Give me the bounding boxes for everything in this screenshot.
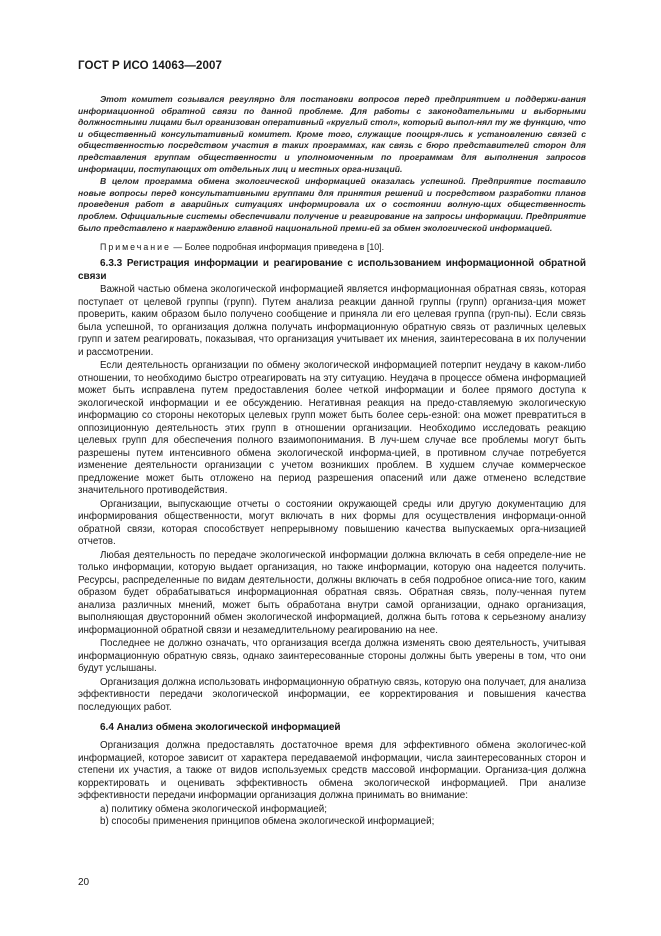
- note-text: — Более подробная информация приведена в [10].: [170, 242, 385, 253]
- example-block: [78, 94, 586, 234]
- example-paragraph: Этот комитет созывался регулярно для постановки вопросов перед предприятием и поддержи-вания информационной обратной связи по данной проблеме. Для работы с законодательными и выборными должностными лицами был организован оперативный «круглый стол», который выпол-нял ту же функцию, что и общественный консультативный комитет. Кроме того, служащие поощря-лись к установлению связей с общественностью посредством участия в таких программах, как связь с бюро представителей сторон для представления группам общественности и уполномоченным по программам для выполнения запросов информации, поступающих от отдельных лиц и местных орга-низаций.: [78, 94, 586, 174]
- body-paragraph: Если деятельность организации по обмену экологической информацией потерпит неудачу в каком-либо отношении, то необходимо быстро отреагировать на эту ситуацию. Неудача в процессе обмена информацией может быть исправлена путем предоставления более четкой информации и более прямого доступа к экологической информации и ее обсуждению. Негативная реакция на предо-ставляемую экологическую информацию со стороны некоторых целевых групп может быть более серь-езной: она может превратиться в оппозиционную деятельность этих групп в отношении организации. Необходимо исследовать реакцию целевых групп для обеспечения полного взаимопонимания. В луч-шем случае все проблемы могут быть разрешены путем интенсивного обмена экологической информа-цией, в противном случае потребуется изменение деятельности организации с учетом возникших проблем. В худшем случае коммерческое предложение может быть отложено на период разрешения опасений или даже отменено вследствие значительного противодействия.: [78, 360, 586, 497]
- subsection-heading: 6.3.3 Регистрация информации и реагирование с использованием информационной обратной связи: [78, 258, 586, 282]
- standard-title: ГОСТ Р ИСО 14063—2007: [78, 60, 223, 72]
- body-paragraph: Последнее не должно означать, что организация всегда должна изменять свою деятельность, учитывая информационную обратную связь, однако заинтересованные стороны должны быть уверены в том, что они будут услышаны.: [78, 638, 586, 675]
- body-paragraph: Организация должна использовать информационную обратную связь, которую она получает, для анализа эффективности передачи экологической информации, ее корректирования и повышения качества последующих работ.: [78, 676, 586, 713]
- section-body: [78, 740, 586, 803]
- section-heading: 6.4 Анализ обмена экологической информацией: [100, 722, 341, 734]
- note: [78, 241, 586, 253]
- note-label: Примечание: [100, 242, 171, 253]
- body-paragraph: Важной частью обмена экологической информацией является информационная обратная связь, которая поступает от целевой группы (групп). Путем анализа реакции данной группы (групп) организа-ция может проверить, каким образом было получено сообщение и приняла ли его целевая группа (груп-пы). Если связь была успешной, то организация должна получать информационную обратную связь от различных целевых групп и затем реагировать, показывая, что организация учитывает их мнения, заинтересована в их получении и рассмотрении.: [78, 284, 586, 358]
- example-paragraph: В целом программа обмена экологической информацией оказалась успешной. Предприятие поставило новые вопросы перед консультативными группами для принятия решений и посредством разработки планов проведения работ в аварийных ситуациях информировала их о состоянии волную-щих общественность проблем. Официальные системы обеспечивали получение и реагирование на запросы информации. Предприятие было представлено к награждению главной национальной преми-ей за обмен экологической информацией.: [78, 176, 586, 233]
- document-page: [78, 60, 586, 829]
- body-paragraph: Организация должна предоставлять достаточное время для эффективного обмена экологичес-кой информацией, которое зависит от характера передаваемой информации, числа заинтересованных сторон и степени их участия, а также от видов используемых средств массовой информации. Организа-ция должна корректировать и оценивать эффективность обмена экологической информацией. При анализе эффективности передачи информации организация должна принимать во внимание:: [78, 740, 586, 802]
- subsection-body: [78, 284, 586, 714]
- list-item: a) политику обмена экологической информацией;: [100, 803, 327, 815]
- criteria-list: [78, 804, 586, 829]
- list-item: b) способы применения принципов обмена экологической информацией;: [100, 816, 435, 828]
- page-number: 20: [78, 877, 90, 888]
- body-paragraph: Любая деятельность по передаче экологической информации должна включать в себя определе-ние не только информации, которую выдает организация, но также информации, которую она надеется получить. Ресурсы, распределенные по видам деятельности, должны включать в себя подробное описа-ние того, каким образом будет обрабатываться информационная обратная связь. Обратная связь, полу-ченная путем анализа различных мнений, может быть обработана внутри самой организации, однако организация, выполняющая двусторонний обмен экологической информацией, должна быть готова к серьезному анализу информационной обратной связи и незамедлительному реагированию на нее.: [78, 549, 586, 636]
- body-paragraph: Организации, выпускающие отчеты о состоянии окружающей среды или другую документацию для информирования общественности, могут включать в них формы для осуществления информаци-онной обратной связи, которая способствует непрерывному повышению качества выпускаемых орга-низацией отчетов.: [78, 498, 586, 548]
